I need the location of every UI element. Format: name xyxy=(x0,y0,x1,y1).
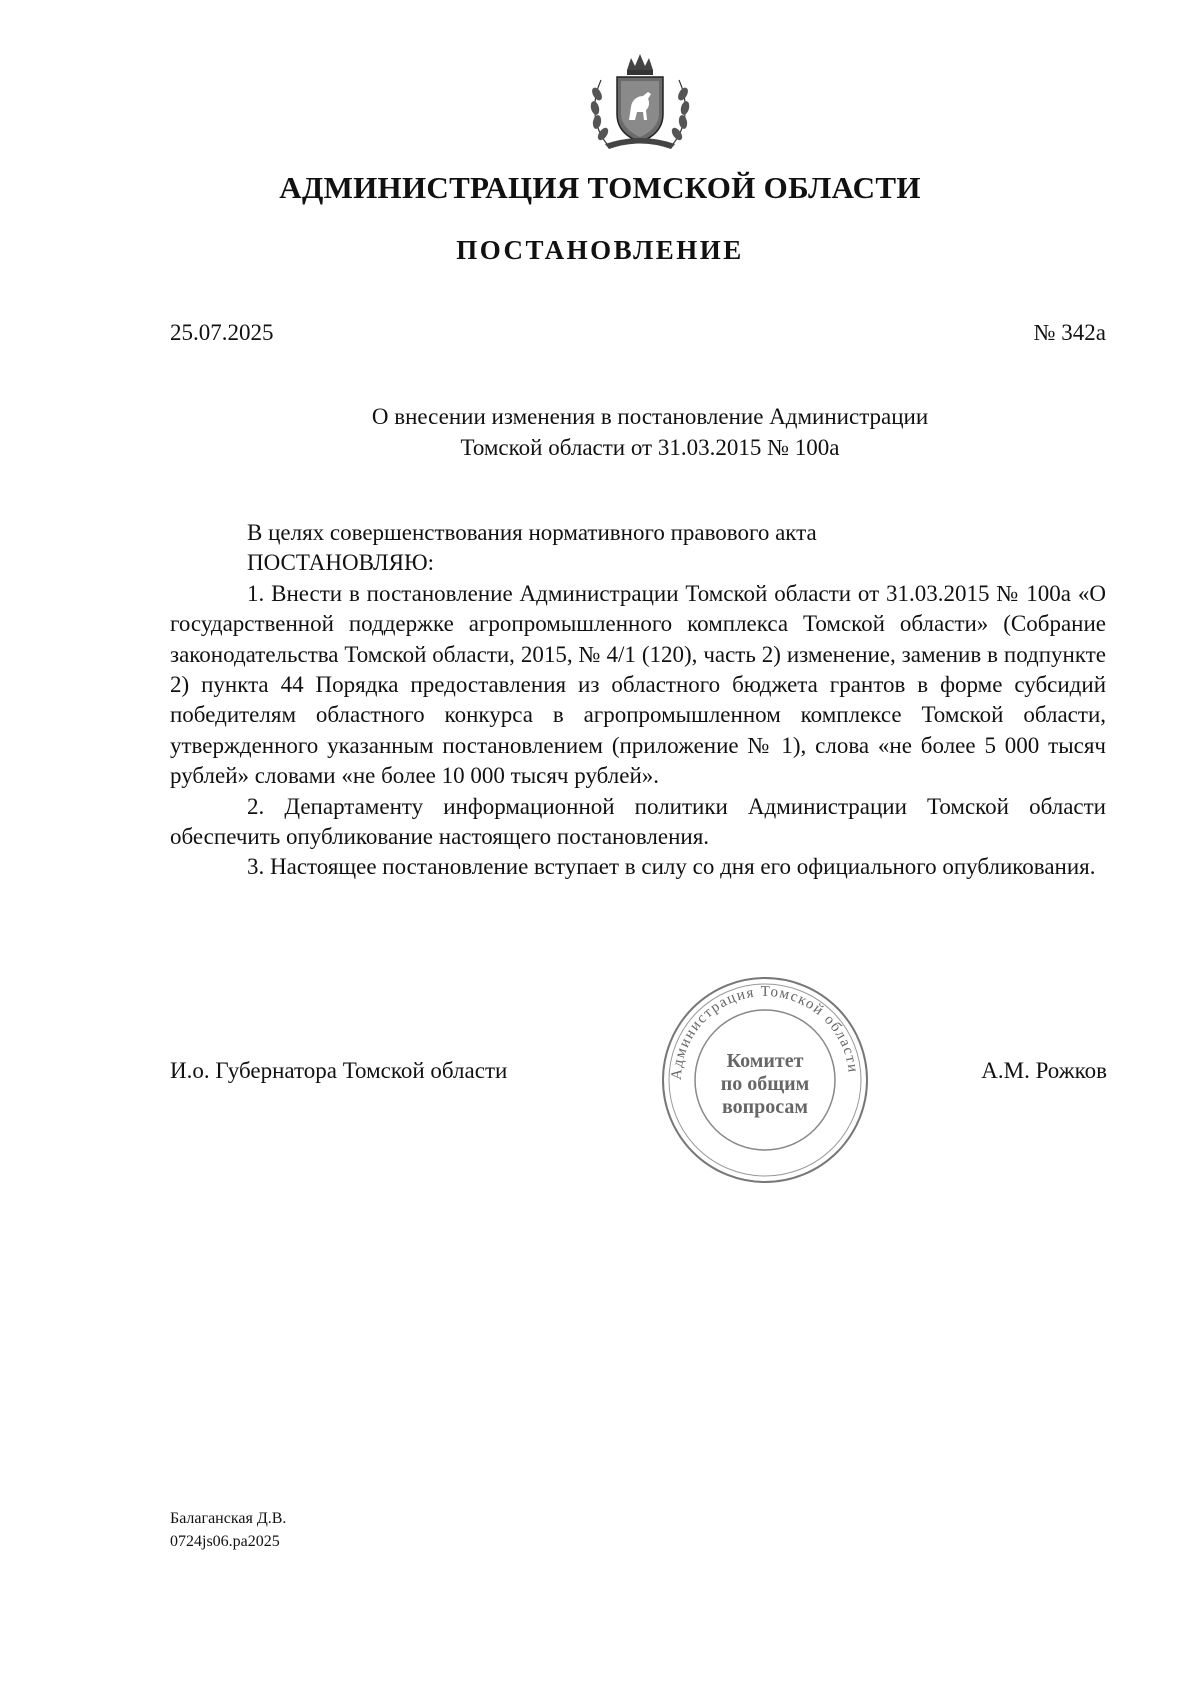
executor-name: Балаганская Д.В. xyxy=(170,1510,287,1527)
organization-title: АДМИНИСТРАЦИЯ ТОМСКОЙ ОБЛАСТИ xyxy=(279,170,921,205)
document-body xyxy=(170,518,1106,883)
decree-word: ПОСТАНОВЛЯЮ: xyxy=(247,550,435,576)
document-type-title: ПОСТАНОВЛЕНИЕ xyxy=(456,235,744,265)
stamp-center-line-1: Комитет xyxy=(726,1050,804,1072)
subject-line-2: Томской области от 31.03.2015 № 100а xyxy=(460,435,840,460)
decree-item-2: 2. Департаменту информационной политики Администрации Томской области обеспечить опубликование настоящего постановления. xyxy=(170,793,1106,850)
signatory-position: И.о. Губернатора Томской области xyxy=(170,1058,508,1083)
official-stamp xyxy=(655,975,875,1185)
document-subject xyxy=(250,401,1050,463)
subject-line-1: О внесении изменения в постановление Администрации xyxy=(371,404,929,429)
document-code: 0724js06.ра2025 xyxy=(170,1533,280,1550)
document-date: 25.07.2025 xyxy=(170,320,274,345)
document-number: № 342а xyxy=(1033,320,1106,345)
decree-item-3: 3. Настоящее постановление вступает в силу со дня его официального опубликования. xyxy=(247,854,1096,880)
coat-of-arms-icon xyxy=(585,52,695,152)
intro-text: В целях совершенствования нормативного правового акта xyxy=(247,520,817,545)
signatory-name: А.М. Рожков xyxy=(981,1058,1107,1083)
stamp-center-line-3: вопросам xyxy=(721,1096,809,1118)
stamp-ring-text: Администрация Томской области xyxy=(668,983,861,1081)
stamp-center-line-2: по общим xyxy=(720,1073,810,1095)
decree-item-1: 1. Внести в постановление Администрации Томской области от 31.03.2015 № 100а «О государственной поддержке агропромышленного комплекса Томской области» (Собрание законодательства Томской области, 2015, № 4/1 (120), часть 2) изменение, заменив в подпункте 2) пункта 44 Порядка предоставления из областного бюджета грантов в форме субсидий победителям областного конкурса в агропромышленном комплексе Томской области, утвержденного указанным постановлением (приложение № 1), слова «не более 5 000 тысяч рублей» словами «не более 10 000 тысяч рублей». xyxy=(170,580,1106,789)
